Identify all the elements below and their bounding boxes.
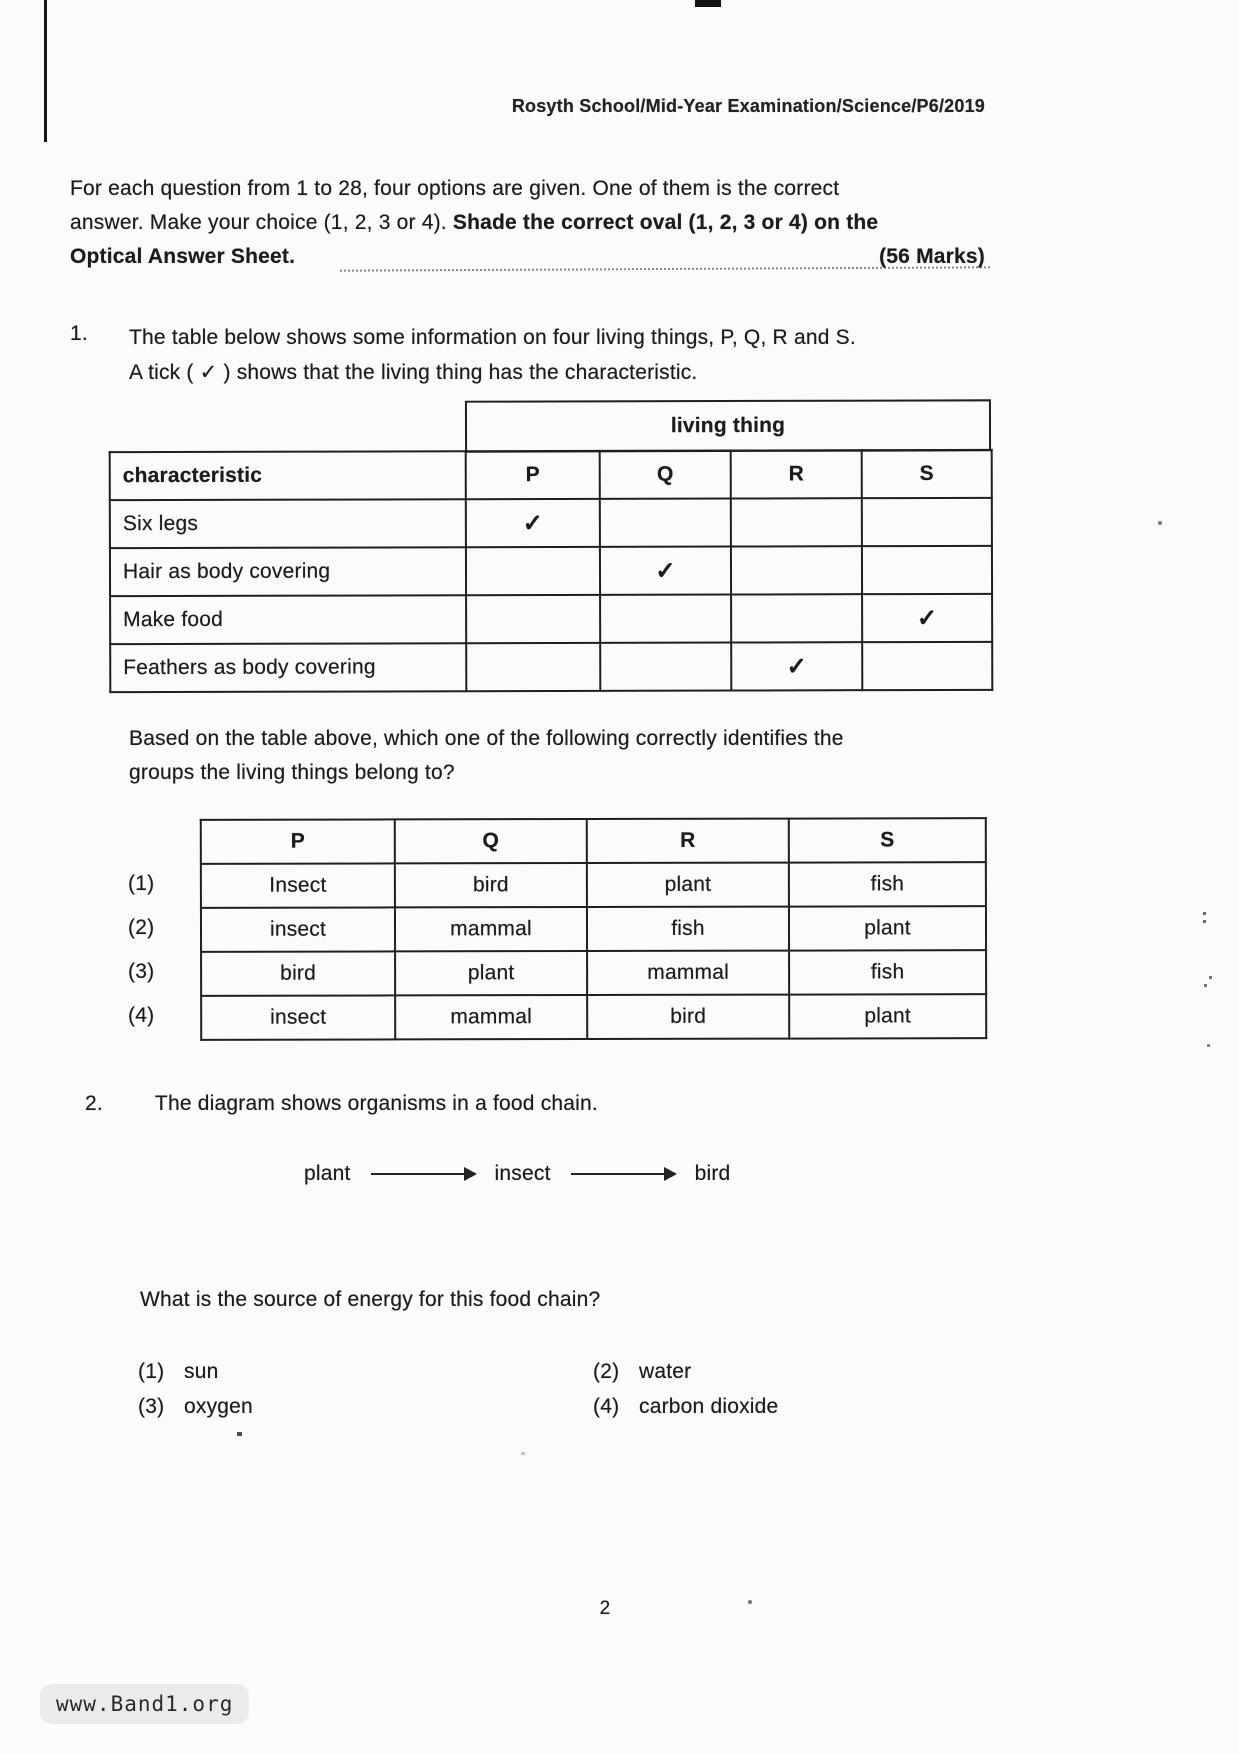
instructions-block — [70, 172, 985, 274]
tick-mark: ✓ — [466, 499, 600, 547]
exam-header: Rosyth School/Mid-Year Examination/Science/P6/2019 — [511, 96, 985, 116]
q2-option-4: (4) carbon dioxide — [593, 1395, 779, 1418]
q1-text: The table below shows some information on four living things, P, Q, R and S. A tick ( ✓ ) shows that the living thing has the characteristic. — [129, 326, 856, 384]
q2-header — [85, 1092, 598, 1116]
table-header-row — [110, 450, 992, 500]
scan-speck — [521, 1452, 525, 1455]
col-header-S: S — [862, 450, 992, 498]
food-chain-insect: insect — [494, 1162, 551, 1185]
scan-speck — [1209, 976, 1212, 979]
col-header-Q: Q — [600, 451, 731, 499]
row-label: Make food — [110, 595, 466, 644]
opt-col-P: P — [201, 819, 395, 863]
q1-number: 1. — [70, 322, 88, 345]
options-row-1: Insect bird plant fish — [201, 862, 986, 908]
page-number: 2 — [599, 1598, 611, 1619]
scan-speck — [1207, 1044, 1210, 1047]
q2-option-3: (3) oxygen — [138, 1395, 253, 1418]
food-chain-bird: bird — [694, 1162, 731, 1185]
row-label: Feathers as body covering — [110, 643, 466, 692]
scan-speck — [1158, 521, 1162, 525]
food-chain-plant: plant — [304, 1162, 351, 1185]
q1-option-labels — [128, 818, 188, 1038]
col-header-P: P — [466, 451, 600, 499]
option-label-3: (3) — [128, 960, 155, 983]
corner-header-cell: characteristic — [110, 451, 466, 500]
opt-col-S: S — [789, 818, 986, 862]
row-label: Hair as body covering — [110, 547, 466, 596]
table-row — [110, 546, 992, 596]
option-label-4: (4) — [128, 1004, 155, 1027]
options-row-4: insect mammal bird plant — [201, 994, 986, 1040]
instructions-line1: For each question from 1 to 28, four options are given. One of them is the correct — [70, 177, 840, 200]
marks-label: (56 Marks) — [879, 245, 985, 268]
q2-options — [138, 1360, 838, 1430]
scan-speck — [1203, 920, 1206, 923]
instructions-line2: answer. Make your choice (1, 2, 3 or 4). Shade the correct oval (1, 2, 3 or 4) on the — [70, 211, 879, 234]
scan-artifact-mark — [695, 0, 721, 7]
tick-mark: ✓ — [862, 594, 992, 642]
arrow-right-icon — [571, 1173, 675, 1175]
table-row — [110, 642, 992, 692]
scan-speck — [1204, 984, 1207, 987]
col-header-R: R — [731, 450, 862, 498]
food-chain-diagram — [300, 1162, 734, 1186]
characteristics-table — [109, 449, 994, 693]
q2-option-2: (2) water — [593, 1360, 692, 1383]
q2-number: 2. — [85, 1092, 103, 1115]
options-row-3: bird plant mammal fish — [201, 950, 986, 996]
table-row — [110, 498, 992, 548]
options-header-row — [201, 818, 986, 864]
q2-option-1: (1) sun — [138, 1360, 219, 1383]
options-row-2: insect mammal fish plant — [201, 906, 986, 952]
instructions-line3: Optical Answer Sheet. (56 Marks) — [70, 240, 985, 274]
watermark: www.Band1.org — [40, 1684, 249, 1724]
tick-mark: ✓ — [600, 547, 731, 595]
q2-text: The diagram shows organisms in a food chain. — [154, 1092, 598, 1115]
arrow-right-icon — [371, 1173, 475, 1175]
option-label-1: (1) — [128, 872, 155, 895]
q1-options-table — [200, 817, 987, 1041]
opt-col-Q: Q — [395, 819, 587, 863]
scan-speck — [237, 1432, 242, 1436]
table-row — [110, 594, 992, 644]
living-thing-header: living thing — [465, 399, 991, 452]
scan-artifact-line — [44, 0, 47, 142]
scan-speck — [1203, 912, 1206, 915]
opt-col-R: R — [587, 819, 789, 863]
tick-mark: ✓ — [731, 642, 862, 690]
q1-question-text: Based on the table above, which one of the following correctly identifies the groups the living things belong to? — [129, 727, 844, 784]
q2-question-text: What is the source of energy for this food chain? — [140, 1288, 601, 1311]
row-label: Six legs — [110, 499, 466, 548]
option-label-2: (2) — [128, 916, 155, 939]
